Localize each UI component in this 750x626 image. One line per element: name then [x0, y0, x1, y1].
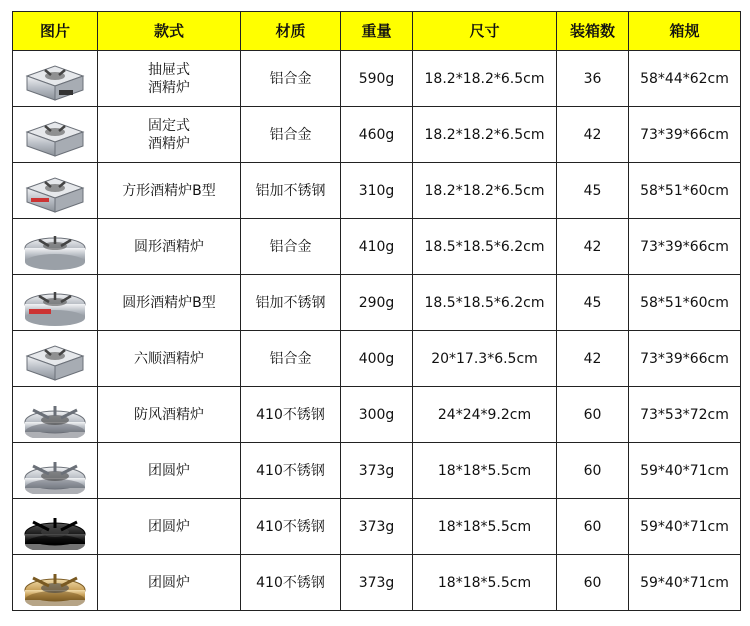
cell-carton-size: 58*51*60cm: [629, 163, 741, 219]
header-style: 款式: [98, 12, 241, 51]
table-row: [13, 555, 741, 611]
header-material: 材质: [241, 12, 341, 51]
cell-style: 抽屉式 酒精炉: [98, 51, 241, 107]
cell-material: 410不锈钢: [241, 555, 341, 611]
cell-carton-qty: 60: [557, 443, 629, 499]
cell-size: 18*18*5.5cm: [413, 499, 557, 555]
cell-size: 18*18*5.5cm: [413, 555, 557, 611]
cell-image: [13, 51, 98, 107]
header-carton-size: 箱规: [629, 12, 741, 51]
square-alcohol-stove-b-icon: [19, 168, 91, 214]
cell-size: 18.2*18.2*6.5cm: [413, 163, 557, 219]
cell-material: 410不锈钢: [241, 387, 341, 443]
cell-weight: 373g: [341, 555, 413, 611]
cell-size: 18.2*18.2*6.5cm: [413, 107, 557, 163]
cell-carton-size: 59*40*71cm: [629, 443, 741, 499]
cell-size: 20*17.3*6.5cm: [413, 331, 557, 387]
header-image: 图片: [13, 12, 98, 51]
cell-image: [13, 275, 98, 331]
cell-image: [13, 163, 98, 219]
windproof-alcohol-stove-icon: [19, 392, 91, 438]
cell-carton-size: 59*40*71cm: [629, 499, 741, 555]
round-alcohol-stove-b-icon: [19, 280, 91, 326]
product-spec-table: [12, 11, 741, 611]
reunion-stove-black-icon: [19, 504, 91, 550]
cell-material: 铝合金: [241, 331, 341, 387]
cell-weight: 590g: [341, 51, 413, 107]
table-row: [13, 275, 741, 331]
cell-carton-size: 58*44*62cm: [629, 51, 741, 107]
cell-carton-size: 73*39*66cm: [629, 331, 741, 387]
cell-image: [13, 387, 98, 443]
cell-weight: 310g: [341, 163, 413, 219]
cell-carton-size: 73*39*66cm: [629, 107, 741, 163]
cell-carton-qty: 60: [557, 499, 629, 555]
cell-carton-qty: 42: [557, 331, 629, 387]
cell-image: [13, 331, 98, 387]
cell-carton-qty: 42: [557, 219, 629, 275]
cell-carton-size: 59*40*71cm: [629, 555, 741, 611]
cell-image: [13, 107, 98, 163]
cell-size: 18*18*5.5cm: [413, 443, 557, 499]
cell-style: 团圆炉: [98, 443, 241, 499]
table-row: [13, 51, 741, 107]
cell-image: [13, 499, 98, 555]
reunion-stove-silver-icon: [19, 448, 91, 494]
cell-image: [13, 443, 98, 499]
cell-style: 方形酒精炉B型: [98, 163, 241, 219]
fixed-alcohol-stove-icon: [19, 112, 91, 158]
cell-material: 铝合金: [241, 107, 341, 163]
cell-carton-qty: 60: [557, 387, 629, 443]
cell-style: 圆形酒精炉B型: [98, 275, 241, 331]
cell-weight: 300g: [341, 387, 413, 443]
cell-size: 18.2*18.2*6.5cm: [413, 51, 557, 107]
cell-material: 铝合金: [241, 219, 341, 275]
cell-carton-size: 73*39*66cm: [629, 219, 741, 275]
cell-style: 六顺酒精炉: [98, 331, 241, 387]
cell-material: 铝加不锈钢: [241, 275, 341, 331]
table-row: [13, 331, 741, 387]
cell-style: 团圆炉: [98, 499, 241, 555]
cell-carton-size: 73*53*72cm: [629, 387, 741, 443]
cell-size: 18.5*18.5*6.2cm: [413, 275, 557, 331]
cell-style: 圆形酒精炉: [98, 219, 241, 275]
hexagon-alcohol-stove-icon: [19, 336, 91, 382]
cell-weight: 373g: [341, 499, 413, 555]
cell-weight: 460g: [341, 107, 413, 163]
cell-carton-qty: 45: [557, 275, 629, 331]
cell-size: 18.5*18.5*6.2cm: [413, 219, 557, 275]
cell-image: [13, 555, 98, 611]
table-header-row: [13, 12, 741, 51]
header-carton-qty: 装箱数: [557, 12, 629, 51]
reunion-stove-gold-icon: [19, 560, 91, 606]
drawer-alcohol-stove-icon: [19, 56, 91, 102]
cell-weight: 400g: [341, 331, 413, 387]
table-row: [13, 163, 741, 219]
table-row: [13, 219, 741, 275]
header-weight: 重量: [341, 12, 413, 51]
header-size: 尺寸: [413, 12, 557, 51]
cell-carton-qty: 60: [557, 555, 629, 611]
round-alcohol-stove-icon: [19, 224, 91, 270]
cell-weight: 410g: [341, 219, 413, 275]
cell-style: 防风酒精炉: [98, 387, 241, 443]
table-row: [13, 443, 741, 499]
cell-material: 410不锈钢: [241, 499, 341, 555]
cell-material: 铝合金: [241, 51, 341, 107]
table-row: [13, 387, 741, 443]
cell-material: 铝加不锈钢: [241, 163, 341, 219]
cell-weight: 373g: [341, 443, 413, 499]
cell-carton-qty: 42: [557, 107, 629, 163]
cell-image: [13, 219, 98, 275]
table-row: [13, 499, 741, 555]
cell-weight: 290g: [341, 275, 413, 331]
cell-style: 固定式 酒精炉: [98, 107, 241, 163]
cell-size: 24*24*9.2cm: [413, 387, 557, 443]
table-row: [13, 107, 741, 163]
cell-style: 团圆炉: [98, 555, 241, 611]
cell-carton-qty: 45: [557, 163, 629, 219]
cell-material: 410不锈钢: [241, 443, 341, 499]
cell-carton-qty: 36: [557, 51, 629, 107]
cell-carton-size: 58*51*60cm: [629, 275, 741, 331]
